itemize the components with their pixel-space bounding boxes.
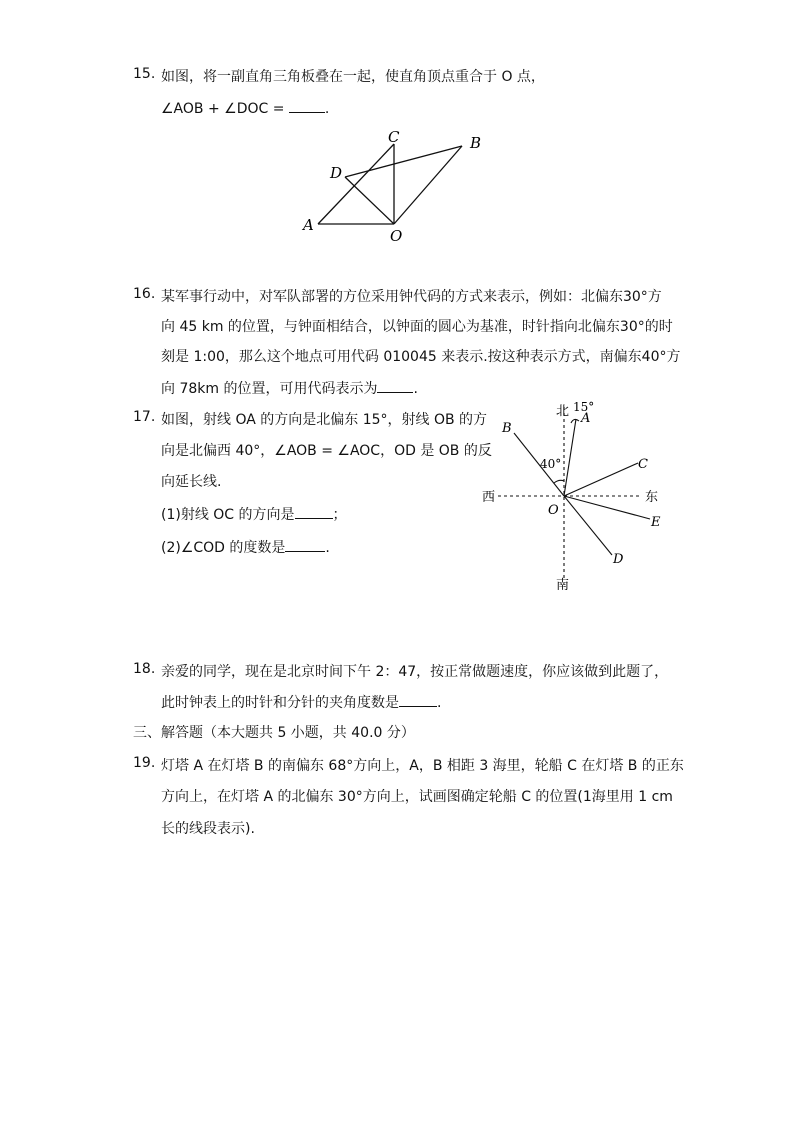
q18-period: . xyxy=(437,695,442,711)
segment-DB xyxy=(345,146,462,177)
q15-expression: ∠AOB + ∠DOC = xyxy=(161,101,285,117)
segment-OB xyxy=(394,146,462,224)
q17-number: 17. xyxy=(133,409,156,425)
q16-text-line1: 某军事行动中，对军队部署的方位采用钟代码的方式来表示，例如：北偏东30°方 xyxy=(161,289,662,305)
label-O: O xyxy=(548,503,559,518)
q17-part2-period: . xyxy=(325,540,330,556)
q15-text-line1: 如图，将一副直角三角板叠在一起，使直角顶点重合于 O 点， xyxy=(161,69,545,85)
label-O: O xyxy=(390,227,403,245)
q17-compass-figure xyxy=(470,395,680,595)
q15-period: . xyxy=(324,101,330,117)
q17-part1-semicolon: ； xyxy=(332,507,347,523)
q17-part2-answer-blank[interactable] xyxy=(285,537,325,552)
q17-text-line3: 向延长线. xyxy=(161,474,222,490)
q19-number: 19. xyxy=(133,755,156,771)
q16-text-line4 xyxy=(161,378,418,398)
ray-OD xyxy=(564,496,612,555)
q17-text-line2: 向是北偏西 40°，∠AOB = ∠AOC，OD 是 OB 的反 xyxy=(161,443,492,459)
q18-text-line2 xyxy=(161,692,441,712)
q18-answer-blank[interactable] xyxy=(399,692,437,707)
segment-AC xyxy=(318,144,394,224)
label-D: D xyxy=(330,164,343,182)
q18-number: 18. xyxy=(133,661,156,677)
label-west: 西 xyxy=(482,490,496,505)
label-A: A xyxy=(303,216,314,234)
label-angle-40: 40° xyxy=(540,457,562,471)
q15-triangle-figure xyxy=(290,122,500,247)
label-B: B xyxy=(470,134,482,152)
ray-OA xyxy=(564,419,576,496)
q18-prompt: 此时钟表上的时针和分针的夹角度数是 xyxy=(161,695,399,711)
label-D: D xyxy=(613,552,624,567)
q16-prompt: 向 78km 的位置，可用代码表示为 xyxy=(161,381,378,397)
q17-text-line1: 如图，射线 OA 的方向是北偏东 15°，射线 OB 的方 xyxy=(161,412,488,428)
ray-OE xyxy=(564,496,650,519)
q17-part2 xyxy=(161,537,330,557)
q16-number: 16. xyxy=(133,286,156,302)
q17-part1 xyxy=(161,504,347,524)
label-E: E xyxy=(651,515,661,530)
q19-text-line1: 灯塔 A 在灯塔 B 的南偏东 68°方向上，A，B 相距 3 海里，轮船 C 在灯塔 B 的正东 xyxy=(161,758,684,774)
q19-text-line2: 方向上，在灯塔 A 的北偏东 30°方向上，试画图确定轮船 C 的位置(1海里用 1 cm xyxy=(161,789,673,805)
q19-text-line3: 长的线段表示). xyxy=(161,821,255,837)
q17-part2-prompt: (2)∠COD 的度数是 xyxy=(161,540,286,556)
q17-part1-answer-blank[interactable] xyxy=(295,504,333,519)
segment-DO xyxy=(345,177,394,224)
ray-OC xyxy=(564,463,638,496)
q16-text-line3: 刻是 1:00，那么这个地点可用代码 010045 来表示.按这种表示方式，南偏东40°方 xyxy=(161,349,681,365)
q15-text-line2 xyxy=(161,98,329,117)
label-A: A xyxy=(581,411,591,426)
label-B: B xyxy=(502,421,512,436)
label-north: 北 xyxy=(556,404,570,419)
q15-number: 15. xyxy=(133,66,156,82)
q15-answer-blank[interactable] xyxy=(289,98,325,113)
q16-text-line2: 向 45 km 的位置，与钟面相结合，以钟面的圆心为基准，时针指向北偏东30°的时 xyxy=(161,319,673,335)
label-angle-15: 15° xyxy=(573,400,595,414)
q16-period: . xyxy=(413,381,418,397)
label-east: 东 xyxy=(645,490,659,505)
label-C: C xyxy=(638,457,648,472)
section-title: 三、解答题（本大题共 5 小题，共 40.0 分） xyxy=(133,725,415,741)
label-C: C xyxy=(388,128,400,146)
q17-part1-prompt: (1)射线 OC 的方向是 xyxy=(161,507,295,523)
q18-text-line1: 亲爱的同学，现在是北京时间下午 2：47，按正常做题速度，你应该做到此题了， xyxy=(161,664,669,680)
q16-answer-blank[interactable] xyxy=(377,378,413,393)
angle-40-arc xyxy=(554,480,564,483)
label-south: 南 xyxy=(556,578,570,593)
